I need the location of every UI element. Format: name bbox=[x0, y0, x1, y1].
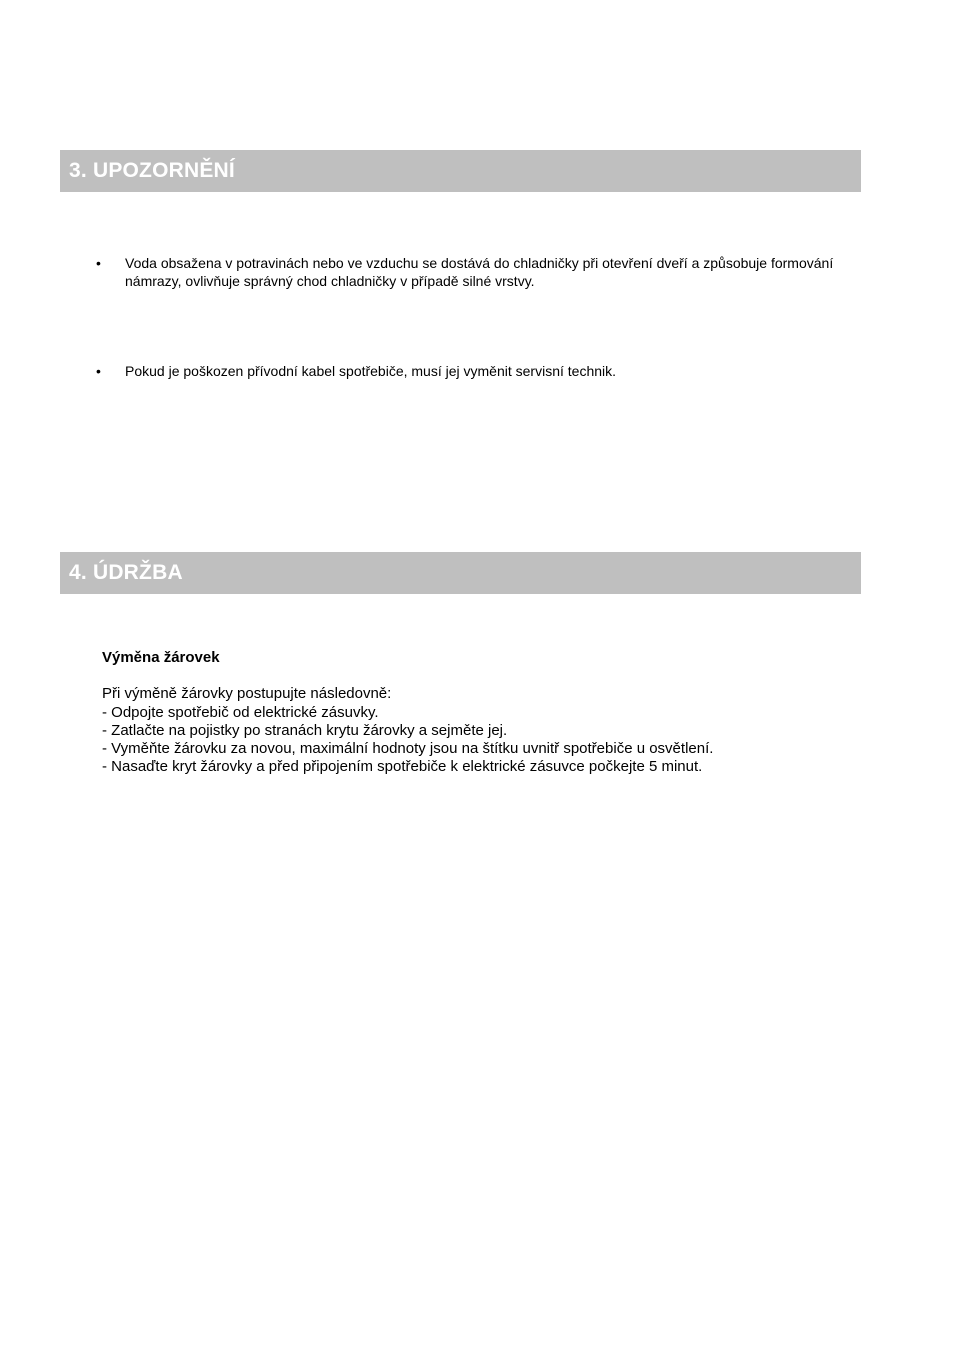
section-header-udrzba bbox=[60, 552, 861, 594]
list-item-text: Voda obsažena v potravinách nebo ve vzduchu se dostává do chladničky při otevření dveří a způsobuje formování námrazy, ovlivňuje správný chod chladničky v případě silné vrstvy. bbox=[125, 255, 834, 289]
instruction-step: - Nasaďte kryt žárovky a před připojením spotřebiče k elektrické zásuvce počkejte 5 minut. bbox=[102, 758, 703, 776]
instruction-step: - Zatlačte na pojistky po stranách krytu žárovky a sejměte jej. bbox=[102, 721, 508, 739]
list-item bbox=[96, 362, 836, 380]
subsection-title: Výměna žárovek bbox=[102, 649, 220, 666]
section-title: 3. UPOZORNĚNÍ bbox=[69, 159, 235, 182]
section-header-upozorneni bbox=[60, 150, 861, 192]
section-title: 4. ÚDRŽBA bbox=[69, 561, 183, 584]
list-item bbox=[96, 254, 836, 290]
maintenance-instructions bbox=[102, 649, 862, 777]
instruction-step: - Vyměňte žárovku za novou, maximální hodnoty jsou na štítku uvnitř spotřebiče u osvětlení. bbox=[102, 740, 714, 758]
instruction-intro: Při výměně žárovky postupujte následovně: bbox=[102, 685, 392, 703]
instruction-step: - Odpojte spotřebič od elektrické zásuvky. bbox=[102, 703, 379, 721]
bullet-icon: • bbox=[96, 363, 101, 379]
list-item-text: Pokud je poškozen přívodní kabel spotřebiče, musí jej vyměnit servisní technik. bbox=[125, 363, 617, 379]
bullet-icon: • bbox=[96, 255, 101, 271]
